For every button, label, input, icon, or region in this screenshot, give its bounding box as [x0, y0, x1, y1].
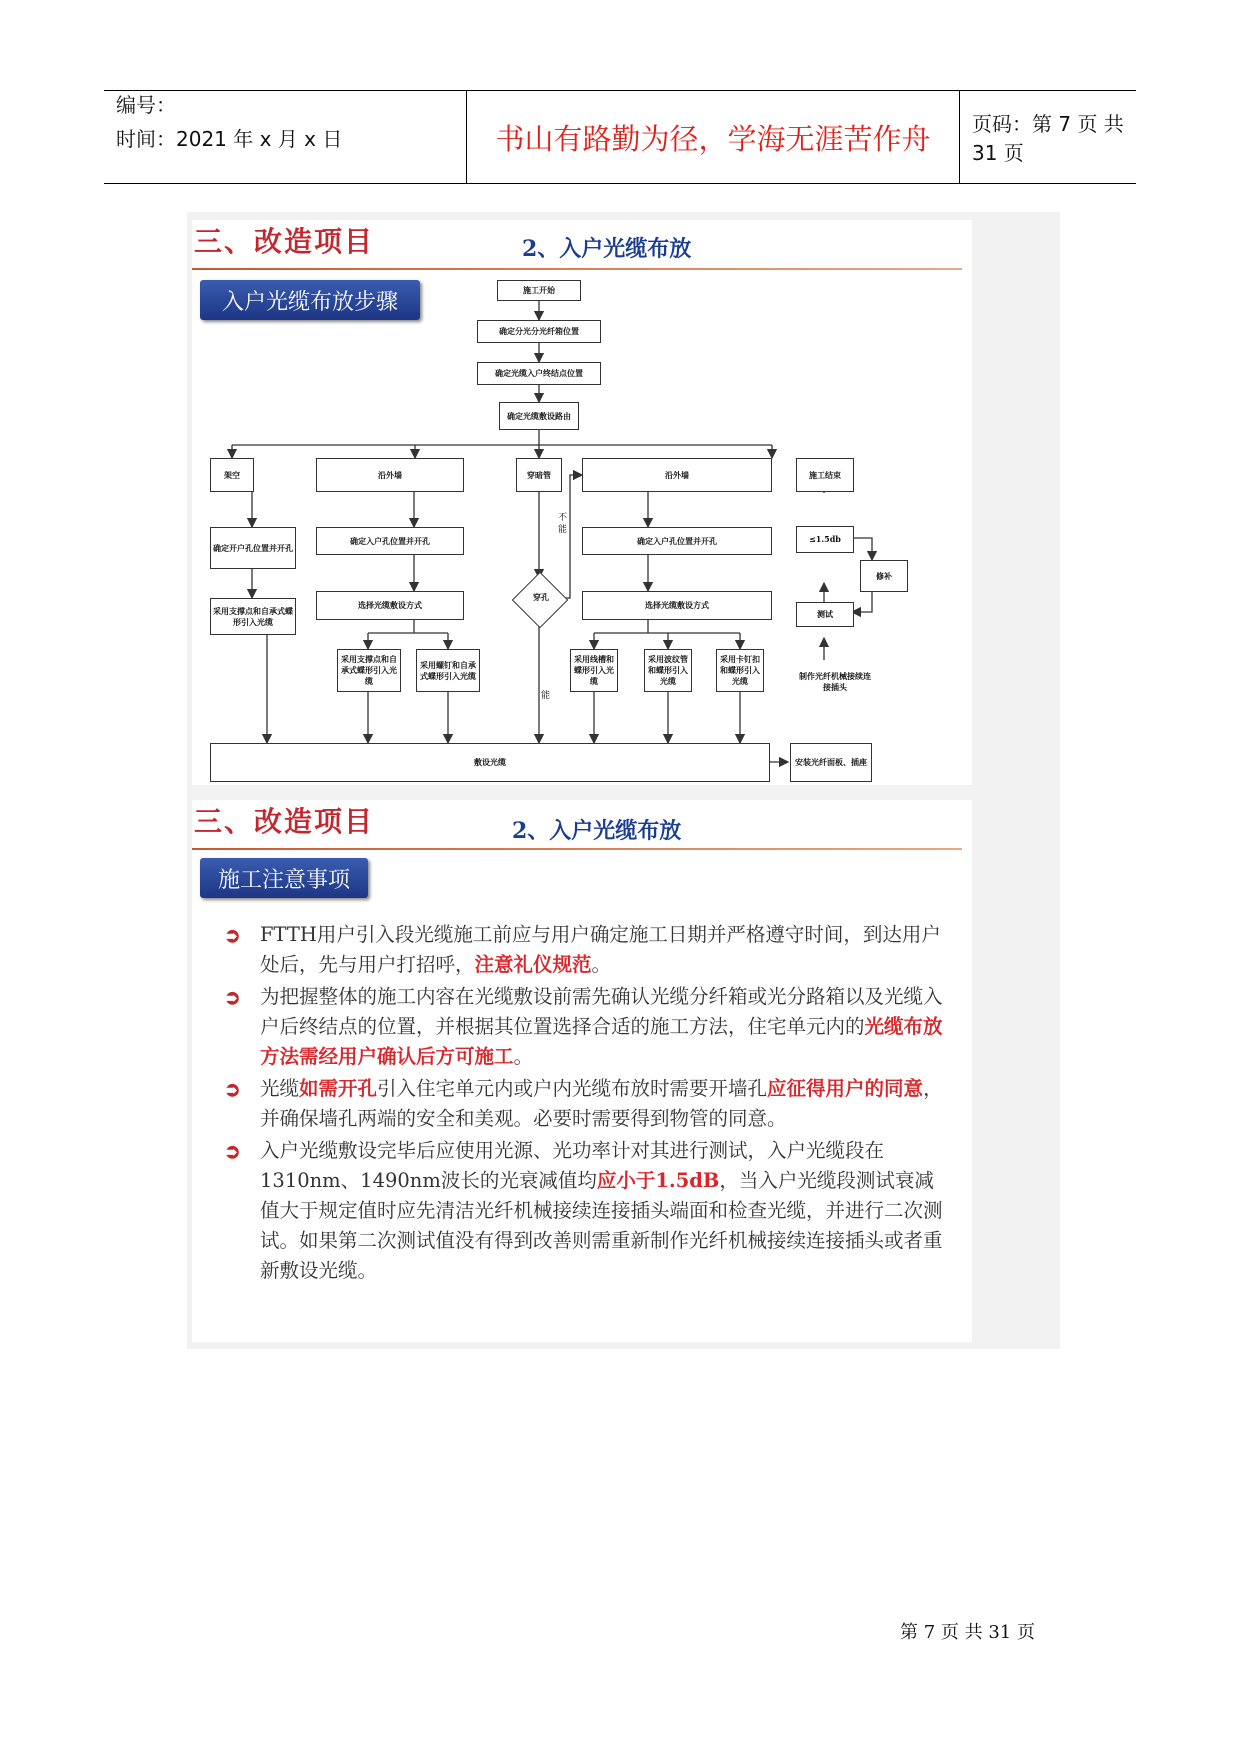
note-item — [224, 1074, 944, 1134]
note-text: 为把握整体的施工内容在光缆敷设前需先确认光缆分纤箱或光分路箱以及光缆入户后终结点的位置，并根据其位置选择合适的施工方法，住宅单元内的 — [260, 985, 943, 1038]
note-text: ，当入户光缆段测试衰减值大于规定值时应先清洁光纤机械接续连接插头端面和检查光缆，并进行二次测试。如果第二次测试值没有得到改善则需重新制作光纤机械接续连接插头或者重新敷设光缆。 — [260, 1169, 943, 1282]
flow-method-2: 采用螺钉和自承式蝶形引入光缆 — [416, 649, 480, 692]
flow-panel: 安装光纤面板、插座 — [790, 743, 872, 782]
time-label: 时间：2021 年 x 月 x 日 — [116, 127, 343, 151]
flow-aerial-support: 采用支撑点和自承式蝶形引入光缆 — [210, 598, 296, 635]
slide-subtitle: 2、入户光缆布放 — [522, 236, 692, 262]
flow-method-1: 采用支撑点和自承式蝶形引入光缆 — [337, 649, 401, 692]
header-meta — [116, 91, 466, 183]
note-highlight: 应小于1.5dB — [596, 1169, 720, 1192]
page-footer: 第 7 页 共 31 页 — [900, 1622, 1035, 1643]
slide-title: 三、改造项目 — [194, 805, 375, 838]
flow-pipe: 穿暗管 — [516, 458, 562, 492]
flow-wall-left: 沿外墙 — [316, 458, 464, 492]
flow-db-check: ≤1.5db — [796, 526, 854, 553]
note-text: 。 — [591, 953, 612, 976]
flow-confirm-box: 确定分光分光纤箱位置 — [477, 320, 601, 343]
flow-hole-left-a: 确定开户孔位置并开孔 — [210, 527, 296, 569]
arrow-bullet-icon: ➲ — [224, 1139, 241, 1163]
note-text: 。 — [513, 1045, 534, 1068]
note-item — [224, 1136, 944, 1286]
note-text: FTTH用户引入段光缆施工前应与用户确定施工日期并严格遵守时间，到达用户处后，先与用户打招呼， — [260, 923, 941, 976]
flow-route: 确定光缆敷设路由 — [499, 402, 579, 430]
motto: 书山有路勤为径，学海无涯苦作舟 — [466, 91, 960, 183]
flow-method-4: 采用波纹管和蝶形引入光缆 — [644, 649, 692, 692]
flow-method-left: 选择光缆敷设方式 — [316, 591, 464, 620]
flow-confirm-term: 确定光缆入户终结点位置 — [477, 362, 601, 385]
title-rule — [192, 848, 962, 850]
flow-label-yes: 能 — [541, 691, 551, 701]
slide-subtitle: 2、入户光缆布放 — [512, 818, 682, 844]
note-text: 引入住宅单元内或户内光缆布放时需要开墙孔 — [377, 1077, 768, 1100]
note-item — [224, 920, 944, 980]
flow-lay: 敷设光缆 — [210, 743, 770, 782]
note-text: 光缆 — [260, 1077, 300, 1100]
flow-end: 施工结束 — [796, 458, 854, 492]
note-highlight: 如需开孔 — [299, 1077, 378, 1100]
flow-hole-right: 确定入户孔位置并开孔 — [582, 527, 772, 555]
flow-repair: 修补 — [860, 560, 908, 592]
flow-method-5: 采用卡钉扣和蝶形引入光缆 — [716, 649, 764, 692]
flow-method-right: 选择光缆敷设方式 — [582, 591, 772, 620]
slide-flowchart — [192, 220, 972, 785]
note-highlight: 光缆布放方法需经用户确认后方可施工 — [260, 1015, 943, 1068]
arrow-bullet-icon: ➲ — [224, 923, 241, 947]
flow-start: 施工开始 — [497, 280, 581, 301]
note-text: ，并确保墙孔两端的安全和美观。必要时需要得到物管的同意。 — [260, 1077, 943, 1130]
slide-notes — [192, 800, 972, 1342]
page-header — [104, 90, 1136, 184]
note-highlight: 注意礼仪规范 — [474, 953, 592, 976]
arrow-bullet-icon: ➲ — [224, 985, 241, 1009]
flow-method-3: 采用线槽和蝶形引入光缆 — [570, 649, 618, 692]
flow-aerial: 架空 — [210, 458, 254, 492]
notes-list — [224, 920, 944, 1288]
note-item — [224, 982, 944, 1072]
flow-splice: 制作光纤机械接续连接插头 — [799, 671, 871, 692]
page-label: 页码：第 7 页 共 31 页 — [972, 112, 1124, 165]
flow-decision-label: 穿孔 — [533, 592, 549, 602]
serial-label: 编号： — [116, 93, 176, 117]
flow-label-no: 不能 — [558, 513, 568, 535]
flow-wall-right: 沿外墙 — [582, 458, 772, 492]
flow-test: 测试 — [796, 602, 854, 627]
slide-title: 三、改造项目 — [194, 225, 375, 258]
arrow-bullet-icon: ➲ — [224, 1077, 241, 1101]
flow-hole-left-b: 确定入户孔位置并开孔 — [316, 527, 464, 555]
note-text: 入户光缆敷设完毕后应使用光源、光功率计对其进行测试，入户光缆段在1310nm、1490nm波长的光衰减值均 — [260, 1139, 885, 1192]
note-highlight: 应征得用户的同意 — [767, 1077, 924, 1100]
section-badge: 入户光缆布放步骤 — [200, 280, 420, 320]
section-badge: 施工注意事项 — [200, 858, 368, 898]
